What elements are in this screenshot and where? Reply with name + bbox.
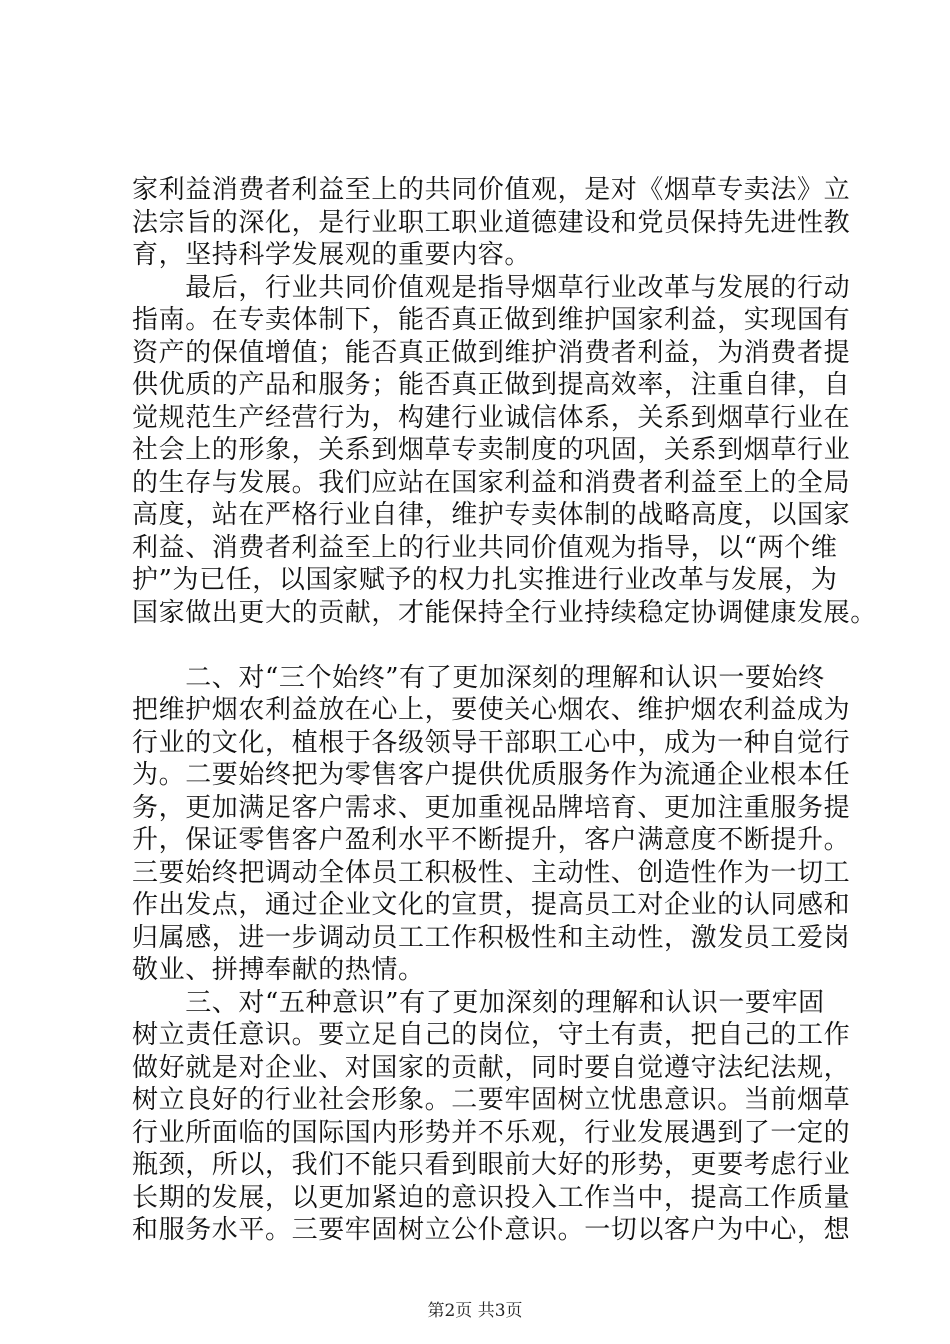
text-line: 供优质的产品和服务；能否真正做到提高效率，注重自律，自 [132, 370, 851, 400]
text-line: 最后，行业共同价值观是指导烟草行业改革与发展的行动 [132, 272, 851, 303]
text-line: 为。二要始终把为零售客户提供优质服务作为流通企业根本任 [132, 760, 851, 790]
text-line: 务，更加满足客户需求、更加重视品牌培育、更加注重服务提 [132, 792, 851, 823]
page-footer: 第2页 共3页 [427, 1301, 523, 1321]
text-line: 三要始终把调动全体员工积极性、主动性、创造性作为一切工 [132, 857, 851, 888]
text-line: 瓶颈，所以，我们不能只看到眼前大好的形势，更要考虑行业 [132, 1150, 851, 1180]
text-line: 社会上的形象，关系到烟草专卖制度的巩固，关系到烟草行业 [132, 435, 851, 465]
text-line: 三、对“五种意识”有了更加深刻的理解和认识一要牢固 [132, 987, 825, 1018]
document-body [132, 174, 877, 1247]
text-line: 做好就是对企业、对国家的贡献，同时要自觉遵守法纪法规， [132, 1052, 851, 1083]
text-line: 法宗旨的深化，是行业职工职业道德建设和党员保持先进性教 [132, 207, 851, 238]
text-line: 长期的发展，以更加紧迫的意识投入工作当中，提高工作质量 [132, 1182, 851, 1213]
text-line: 树立良好的行业社会形象。二要牢固树立忧患意识。当前烟草 [132, 1085, 851, 1115]
text-line: 行业所面临的国际国内形势并不乐观，行业发展遇到了一定的 [132, 1117, 851, 1148]
text-line: 行业的文化，植根于各级领导干部职工心中，成为一种自觉行 [132, 727, 851, 758]
text-line: 家利益消费者利益至上的共同价值观，是对《烟草专卖法》立 [132, 175, 851, 205]
text-line: 归属感，进一步调动员工工作积极性和主动性，激发员工爱岗 [132, 922, 851, 953]
text-line: 指南。在专卖体制下，能否真正做到维护国家利益，实现国有 [132, 305, 851, 335]
text-line: 把维护烟农利益放在心上，要使关心烟农、维护烟农利益成为 [132, 695, 851, 725]
blank-line [132, 629, 852, 662]
text-line: 资产的保值增值；能否真正做到维护消费者利益，为消费者提 [132, 337, 851, 368]
text-line: 二、对“三个始终”有了更加深刻的理解和认识一要始终 [132, 662, 825, 693]
text-line: 护”为已任，以国家赋予的权力扎实推进行业改革与发展，为 [132, 565, 838, 595]
text-line: 敬业、拼搏奉献的热情。 [132, 955, 425, 985]
text-line: 育，坚持科学发展观的重要内容。 [132, 240, 532, 270]
text-line: 树立责任意识。要立足自己的岗位，守土有责，把自己的工作 [132, 1020, 851, 1050]
text-line: 的生存与发展。我们应站在国家利益和消费者利益至上的全局 [132, 467, 851, 498]
text-line: 觉规范生产经营行为，构建行业诚信体系，关系到烟草行业在 [132, 402, 851, 433]
text-line: 高度，站在严格行业自律，维护专卖体制的战略高度，以国家 [132, 500, 851, 530]
text-line: 国家做出更大的贡献，才能保持全行业持续稳定协调健康发展。 [132, 597, 877, 628]
text-line: 和服务水平。三要牢固树立公仆意识。一切以客户为中心，想 [132, 1215, 851, 1245]
text-line: 升，保证零售客户盈利水平不断提升，客户满意度不断提升。 [132, 825, 851, 855]
text-line: 作出发点，通过企业文化的宣贯，提高员工对企业的认同感和 [132, 890, 851, 920]
text-line: 利益、消费者利益至上的行业共同价值观为指导，以“两个维 [132, 532, 838, 563]
